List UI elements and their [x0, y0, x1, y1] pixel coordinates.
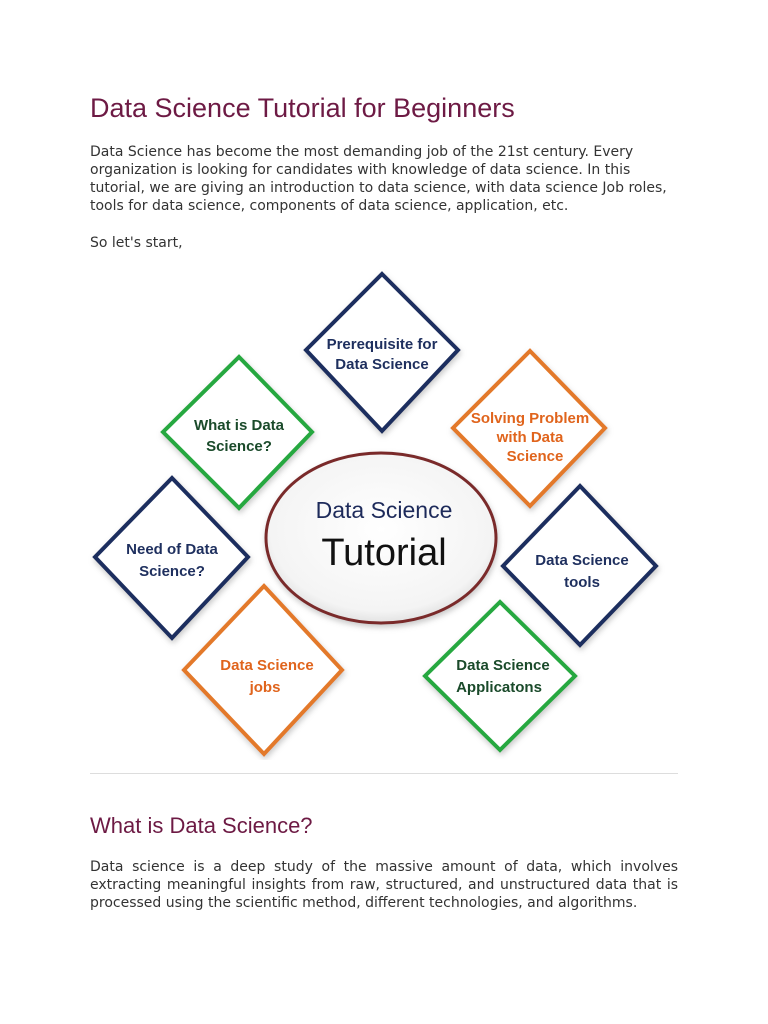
topic-label-line: jobs	[249, 679, 281, 696]
topic-prerequisite	[306, 274, 458, 431]
topic-label-line: Science	[506, 448, 564, 465]
topic-data-science-applications	[425, 602, 575, 750]
topic-label-line: Data Science	[535, 552, 629, 569]
topic-label-line: Applicatons	[456, 679, 542, 696]
center-title-oval	[266, 453, 496, 623]
topic-solving-problem	[453, 351, 605, 506]
section-title-what-is-data-science: What is Data Science?	[90, 813, 313, 838]
topic-label-line: What is Data	[193, 417, 285, 434]
topic-label-line: tools	[564, 574, 600, 591]
intro-paragraph: Data Science has become the most demanding job of the 21st century. Every organization is looking for candidates with knowledge of data science. In this tutorial, we are giving an introduction to data science, with data science Job roles, tools for data science, components of data science, application, etc.	[90, 144, 667, 214]
topic-label-line: Solving Problem	[470, 410, 590, 427]
topic-diamond	[425, 602, 575, 750]
center-title-line1: Data Science	[315, 497, 453, 523]
topic-diamond	[95, 478, 248, 638]
topic-label-line: Data Science	[335, 356, 429, 373]
data-science-tutorial-diagram	[0, 260, 768, 760]
topic-label-line: Science?	[206, 438, 272, 455]
section-body-paragraph: Data science is a deep study of the massive amount of data, which involves extracting meaningful insights from raw, structured, and unstructured data that is processed using the scientific method, different technologies, and algorithms.	[90, 859, 678, 911]
topic-need-of-data-science	[95, 478, 248, 638]
topic-label-line: Prerequisite for	[326, 336, 438, 353]
topic-data-science-tools	[503, 486, 656, 645]
topic-label-line: Science?	[139, 563, 205, 580]
topic-label-line: with Data	[496, 429, 564, 446]
topic-label-line: Data Science	[220, 657, 314, 674]
section-divider	[90, 773, 678, 774]
topic-label-line: Data Science	[456, 657, 550, 674]
topic-label-line: Need of Data	[126, 541, 218, 558]
lets-start-text: So let's start,	[90, 235, 183, 251]
topic-data-science-jobs	[184, 586, 342, 754]
page-title: Data Science Tutorial for Beginners	[90, 93, 515, 123]
center-title-line2: Tutorial	[321, 532, 447, 574]
